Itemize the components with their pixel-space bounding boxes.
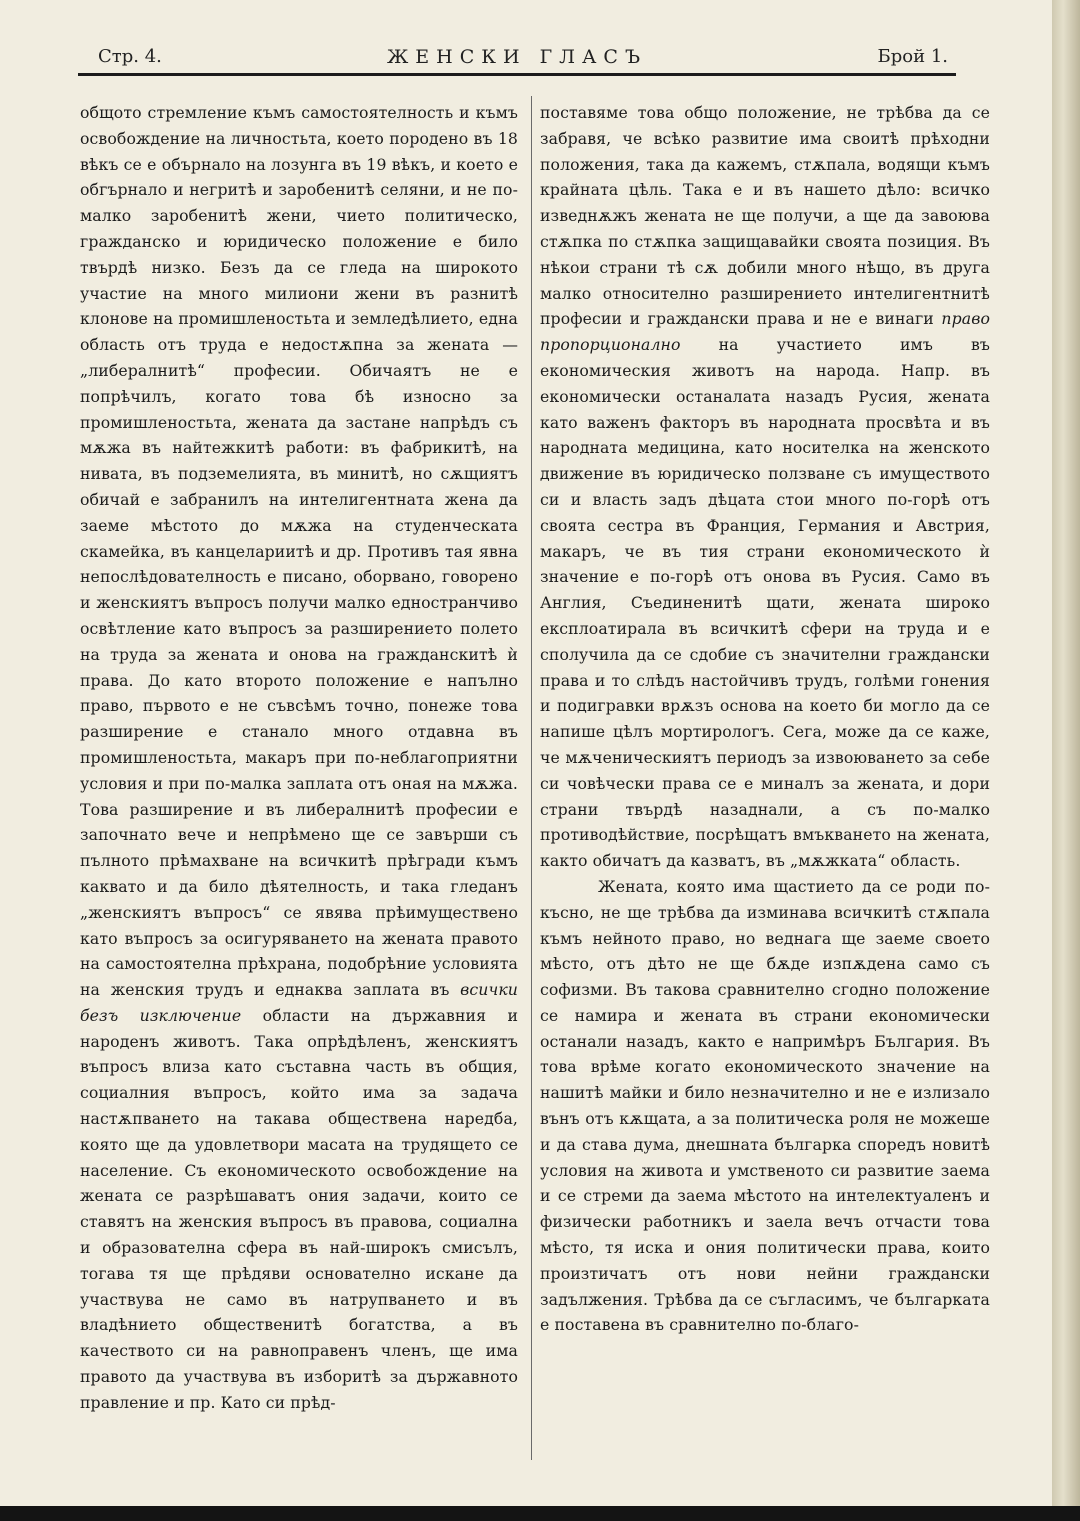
right-text-part-1: поставяме това общо положение, не трѣбва да се забравя, че всѣко развитие има своитѣ прѣходни положения, така да кажемъ, стѫпала, водящи къмъ крайната цѣль. Така е и въ нашето дѣло: всичко изведнѫжъ жената не ще получи, а ще да завоюва стѫпка по стѫпка защищавайки своята позиция. Въ нѣкои страни тѣ сѫ добили много нѣщо, въ друга малко относително разширението интелигентнитѣ професии и граждански права и не е винаги bbox=[540, 103, 990, 329]
left-column bbox=[80, 100, 518, 1416]
page-header bbox=[78, 46, 956, 76]
left-emphasis: всички безъ изключение bbox=[80, 980, 518, 1025]
page-number: Стр. 4. bbox=[98, 46, 162, 67]
right-paragraph-2: Жената, която има щастието да се роди по-късно, не ще трѣбва да изминава всичкитѣ стѫпала къмъ нейното право, но веднага ще заеме своето мѣсто, отъ дѣто не ще бѫде изпѫдена само съ софизми. Въ такова сравнително сгодно положение се намира и жената въ страни економически останали назадъ, както е напримѣръ България. Въ това врѣме когато економическото значение на нашитѣ майки и било незначително и не е излизало вънъ отъ кѫщата, а за политическа роля не можеше и да става дума, днешната българка споредъ новитѣ условия на живота и умственото си развитие заема и се стреми да заема мѣстото на интелектуаленъ и физически работникъ и заела вечъ отчасти това мѣсто, тя иска и ония политически права, които произтичатъ отъ нови нейни граждански задължения. Трѣбва да се съгласимъ, че българката е поставена въ сравнително по-благо- bbox=[540, 876, 990, 1335]
left-paragraph bbox=[80, 100, 518, 1416]
right-paragraph-1 bbox=[540, 100, 990, 874]
column-divider bbox=[531, 96, 532, 1460]
header-rule bbox=[78, 73, 956, 76]
issue-number: Брой 1. bbox=[877, 46, 948, 67]
right-column bbox=[540, 100, 990, 1338]
newspaper-title: ЖЕНСКИ ГЛАСЪ bbox=[386, 46, 648, 68]
page-edge-right bbox=[1052, 0, 1080, 1521]
page-edge-bottom bbox=[0, 1506, 1080, 1521]
right-emphasis: право пропорционално bbox=[540, 309, 990, 355]
right-text-part-2: на участието имъ въ економическия животъ на народа. Напр. въ економически останалата назадъ Русия, жената като важенъ факторъ въ народната просвѣта и въ народната медицина, като носителка на женското движение въ юридическо ползване съ имуществото си и власть задъ дѣцата стои много по-горѣ отъ своята сестра въ Франция, Германия и Австрия, макаръ, че въ тия страни економическото ѝ значение е по-горѣ отъ онова въ Русия. Само въ Англия, Съединенитѣ щати, жената широко експлоатирала въ всичкитѣ сфери на труда и е сполучила да се сдобие съ значителни граждански права и то слѣдъ настойчивъ трудъ, голѣми гонения и подигравки врѫзъ основа на което би могло да се напише цѣлъ мортирологъ. Сега, може да се каже, че мѫченическиятъ периодъ за извоюването за себе си човѣчески права се е миналъ за жената, и дори страни твърдѣ назаднали, а съ по-малко противодѣйствие, посрѣщатъ вмъкването на жената, както обичатъ да казватъ, въ „мѫжката“ область. bbox=[540, 335, 990, 871]
left-text-part-1: общото стремление къмъ самостоятелность и къмъ освобождение на личностьта, което породено въ 18 вѣкъ се е обърнало на лозунга въ 19 вѣкъ, и което е обгърнало и негритѣ и заробенитѣ селяни, и не по-малко заробенитѣ жени, чието политическо, гражданско и юридическо положение е било твърдѣ низко. Безъ да се гледа на широкото участие на много милиони жени въ разнитѣ клонове на промишленостьта и земледѣлието, една область отъ труда е недостѫпна за жената — „либералнитѣ“ професии. Обичаятъ не е попрѣчилъ, когато това бѣ износно за промишленостьта, жената да застане напрѣдъ съ мѫжа въ найтежкитѣ работи: въ фабрикитѣ, на нивата, въ подземелията, въ минитѣ, но сѫщиятъ обичай е забранилъ на интелигентната жена да заеме мѣстото до мѫжа на студенческата скамейка, въ канцелариитѣ и др. Противъ тая явна непослѣдователность е писано, оборвано, говорено и женскиятъ въпросъ получи малко едностранчиво освѣтление като въпросъ за разширението полето на труда за жената и онова на гражданскитѣ ѝ права. До като второто положение е напълно право, първото е не съвсѣмъ точно, понеже това разширение е станало много отдавна въ промишленостьта, макаръ при по-неблагоприятни условия и при по-малка заплата отъ оная на мѫжа. Това разширение и въ либералнитѣ професии е започнато вече и непрѣмено ще се завърши съ пълното прѣмахване на всичкитѣ прѣгради къмъ каквато и да било дѣятелность, и така гледанъ „женскиятъ въпросъ“ се явява прѣимуществено като въпросъ за осигуряването на жената правото на самостоятелна прѣхрана, подобрѣние условията на женския трудъ и еднаква заплата въ bbox=[80, 103, 518, 1000]
left-text-part-2: области на държавния и народенъ животъ. Така опрѣдѣленъ, женскиятъ въпросъ влиза като съставна часть въ общия, социалния въпросъ, който има за задача настѫпването на такава обществена наредба, която ще да удовлетвори масата на трудящето се население. Съ економическото освобождение на жената се разрѣшаватъ ония задачи, които се ставятъ на женския въпросъ въ правова, социална и образователна сфера въ най-широкъ смисълъ, тогава тя ще прѣдяви основателно искане да участвува не само въ натрупването и въ владѣнието общественитѣ богатства, а въ качеството си на равноправенъ членъ, ще има правото да участвува въ изборитѣ за държавното правление и пр. Като си прѣд- bbox=[80, 1005, 519, 1412]
